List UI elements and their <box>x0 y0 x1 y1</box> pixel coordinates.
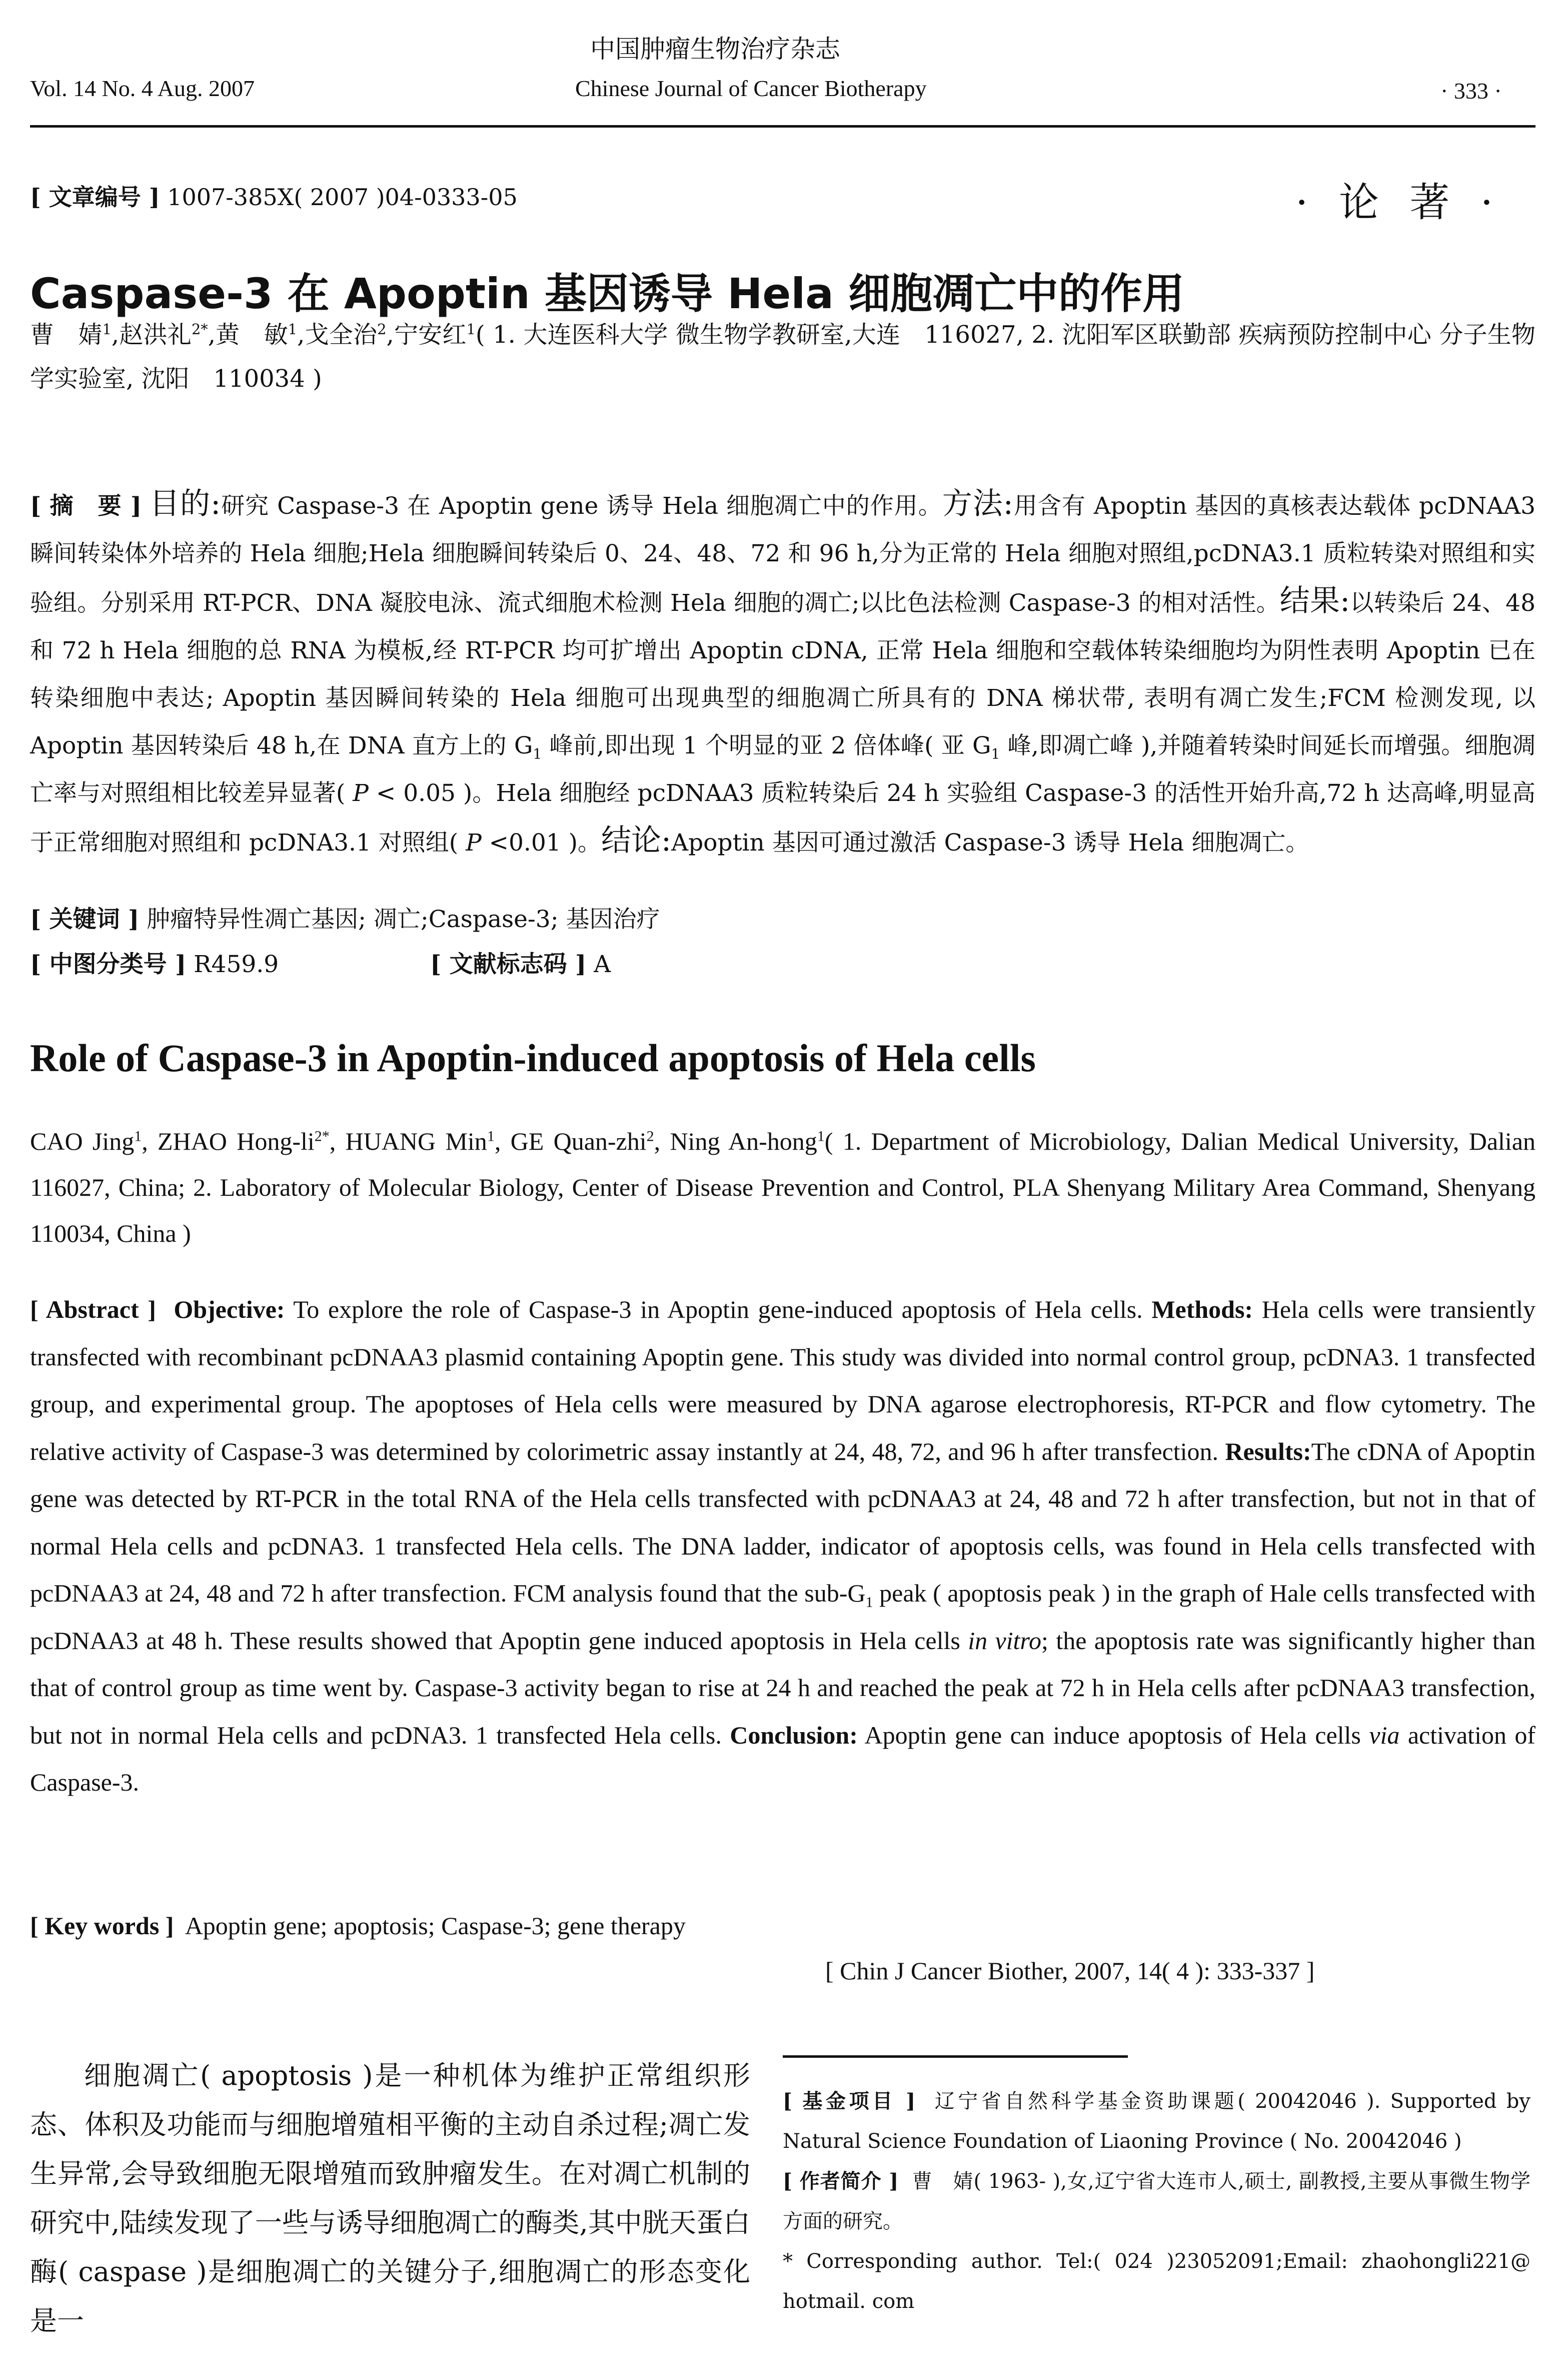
author-name: HUANG Min <box>345 1127 487 1155</box>
keywords-en-value: Apoptin gene; apoptosis; Caspase-3; gene therapy <box>185 1912 686 1940</box>
classification-number <box>30 946 279 979</box>
results-text: 峰前,即出现 1 个明显的亚 2 倍体峰( 亚 G <box>542 732 991 759</box>
keywords-cn-label: [ 关键词 ] <box>30 906 140 933</box>
abstract-en <box>30 1286 1535 1806</box>
classification-value: R459.9 <box>194 951 279 978</box>
title-en: Role of Caspase-3 in Apoptin-induced apoptosis of Hela cells <box>30 1036 1036 1080</box>
article-number-value: 1007-385X( 2007 )04-0333-05 <box>167 184 518 211</box>
objective-label-en: Objective: <box>174 1295 285 1323</box>
objective-text-en: To explore the role of Caspase-3 in Apoptin gene-induced apoptosis of Hela cells. <box>285 1295 1152 1323</box>
objective-label: 目的: <box>150 486 221 521</box>
citation: [ Chin J Cancer Biother, 2007, 14( 4 ): 333-337 ] <box>825 1957 1315 1985</box>
header-rule <box>30 125 1535 128</box>
results-text-en: The cDNA of Apoptin gene was detected by RT-PCR in the total RNA of the Hela cells transfected with pcDNAA3 at 24, 48 and 72 h after transfection, but not in that of normal Hela cells and pcDNA3. 1 transfected Hela cells. The DNA ladder, indicator of apoptosis cells, was found in Hela cells transfected with pcDNAA3 at 24, 48 and 72 h after transfection. FCM analysis found that the sub-G <box>30 1437 1535 1607</box>
article-number <box>30 179 518 212</box>
abstract-cn <box>30 480 1535 867</box>
affiliation-en: ( 1. Department of Microbiology, Dalian Medical University, Dalian 116027, China; 2. Laboratory of Molecular Biology, Center of Disease Prevention and Control, PLA Shenyang Military Area Command, Shenyang 110034, China ) <box>30 1127 1535 1247</box>
author-name: 宁安红 <box>394 321 467 349</box>
methods-label-en: Methods: <box>1151 1295 1253 1323</box>
methods-text: 用含有 Apoptin 基因的真核表达载体 pcDNAA3 瞬间转染体外培养的 Hela 细胞;Hela 细胞瞬间转染后 0、24、48、72 和 96 h,分为正常的 Hela 细胞对照组,pcDNA3.1 质粒转染对照组和实验组。分别采用 RT-PCR、DNA 凝胶电泳、流式细胞术检测 Hela 细胞的凋亡;以比色法检测 Caspase-3 的相对活性。 <box>30 492 1536 617</box>
page-number: · 333 · <box>1440 78 1502 104</box>
results-label-en: Results: <box>1225 1437 1311 1465</box>
via-term: via <box>1369 1721 1400 1749</box>
author-sup: 2 <box>377 321 387 338</box>
funding-text: 辽宁省自然科学基金资助课题( 20042046 ). Supported by Natural Science Foundation of Liaoning Province ( No. 20042046 ) <box>783 2090 1530 2153</box>
results-text-en: ; the apoptosis rate was significantly higher than that of control group as time went by. Caspase-3 activity began to rise at 24 h and reached the peak at 72 h in Hela cells after pcDNAA3 transfection, but not in normal Hela cells and pcDNA3. 1 transfected Hela cells. <box>30 1626 1535 1749</box>
author-sup: 2* <box>314 1128 330 1145</box>
results-text: 峰,即凋亡峰 ),并随着转染时间延长而增强。细胞凋亡率与对照组相比较差异显著( <box>30 732 1535 807</box>
objective-text: 研究 Caspase-3 在 Apoptin gene 诱导 Hela 细胞凋亡中的作用。 <box>221 492 942 520</box>
methods-label: 方法: <box>942 486 1013 521</box>
p-symbol: P <box>353 779 369 807</box>
abstract-cn-label: [ 摘 要 ] <box>30 492 142 520</box>
author-sup: 1 <box>466 321 476 338</box>
journal-name-en: Chinese Journal of Cancer Biotherapy <box>575 76 927 101</box>
author-name: 黄 敏 <box>215 321 288 349</box>
conclusion-label: 结论: <box>601 823 672 858</box>
author-name: 戈全治 <box>305 321 378 349</box>
results-label: 结果: <box>1279 583 1350 618</box>
affiliation-cn: ( 1. 大连医科大学 微生物学教研室,大连 116027, 2. 沈阳军区联勤部 疾病预防控制中心 分子生物学实验室, 沈阳 110034 ) <box>30 321 1535 393</box>
author-sup: 1 <box>288 321 298 338</box>
keywords-cn <box>30 901 660 934</box>
methods-text-en: Hela cells were transiently transfected with recombinant pcDNAA3 plasmid containing Apoptin gene. This study was divided into normal control group, pcDNA3. 1 transfected group, and experimental group. The apoptoses of Hela cells were measured by DNA agarose electrophoresis, RT-PCR and flow cytometry. The relative activity of Caspase-3 was determined by colorimetric assay instantly at 24, 48, 72, and 96 h after transfection. <box>30 1295 1535 1465</box>
document-code-value: A <box>594 951 611 978</box>
author-sup: 1 <box>134 1128 142 1145</box>
author-bio-note <box>783 2161 1530 2241</box>
author-name: CAO Jing <box>30 1127 135 1155</box>
results-text-en: peak ( apoptosis peak ) in the graph of Hale cells transfected with pcDNAA3 at 48 h. These results showed that Apoptin gene induced apoptosis in Hela cells <box>30 1579 1535 1655</box>
results-text: 以转染后 24、48 和 72 h Hela 细胞的总 RNA 为模板,经 RT-PCR 均可扩增出 Apoptin cDNA, 正常 Hela 细胞和空载体转染细胞均为阴性表明 Apoptin 已在转染细胞中表达; Apoptin 基因瞬间转染的 Hela 细胞可出现典型的细胞凋亡所具有的 DNA 梯状带, 表明有凋亡发生;FCM 检测发现, 以 Apoptin 基因转染后 48 h,在 DNA 直方上的 G <box>30 589 1535 759</box>
in-vitro-term: in vitro <box>968 1626 1042 1655</box>
funding-label: [ 基金项目 ] <box>783 2089 916 2113</box>
document-code-label: [ 文献标志码 ] <box>430 951 587 978</box>
conclusion-label-en: Conclusion: <box>730 1721 858 1749</box>
conclusion-text-en: Apoptin gene can induce apoptosis of Hela cells <box>857 1721 1369 1749</box>
footnote-rule <box>783 2055 1128 2058</box>
article-number-label: [ 文章编号 ] <box>30 184 160 211</box>
results-text: < 0.05 )。Hela 细胞经 pcDNAA3 质粒转染后 24 h 实验组 Caspase-3 的活性开始升高,72 h 达高峰,明显高于正常细胞对照组和 pcDNA3.1 对照组( <box>30 779 1535 857</box>
keywords-en <box>30 1911 686 1940</box>
keywords-cn-value: 肿瘤特异性凋亡基因; 凋亡;Caspase-3; 基因治疗 <box>147 906 660 933</box>
corresponding-note: * Corresponding author. Tel:( 024 )23052091;Email: zhaohongli221@ hotmail. com <box>783 2250 1530 2313</box>
results-text: <0.01 )。 <box>481 829 601 857</box>
author-name: ZHAO Hong-li <box>158 1127 315 1155</box>
author-name: GE Quan-zhi <box>510 1127 647 1155</box>
author-bio-text: 曹 婧( 1963- ),女,辽宁省大连市人,硕士, 副教授,主要从事微生物学方面的研究。 <box>783 2170 1530 2233</box>
author-name: Ning An-hong <box>670 1127 817 1155</box>
author-sup: 1 <box>102 321 112 338</box>
document-code <box>430 946 611 979</box>
title-cn: Caspase-3 在 Apoptin 基因诱导 Hela 细胞凋亡中的作用 <box>30 269 1185 318</box>
keywords-en-label: [ Key words ] <box>30 1912 174 1940</box>
body-intro-paragraph: 细胞凋亡( apoptosis )是一种机体为维护正常组织形态、体积及功能而与细胞增殖相平衡的主动自杀过程;凋亡发生异常,会导致细胞无限增殖而致肿瘤发生。在对凋亡机制的研究中,陆续发现了一些与诱导细胞凋亡的酶类,其中胱天蛋白酶( caspase )是细胞凋亡的关键分子,细胞凋亡的形态变化是一 <box>30 2060 750 2336</box>
authors-en: CAO Jing$^1$, ZHAO Hong-$li^{2*}$, HUANG Min$^1$, GE Quan-zhi$^2$, Ning An-hong$^1$( 1. Department of Microbiology, Dalian Medical University, Dalian 116027, China; 2. Laboratory of Molecular Biology, Center of Disease Prevention and Control, PLA Shenyang Military Area Command, Shenyang 110034, China ) <box>30 1127 1535 1247</box>
author-name: 曹 婧 <box>30 321 103 349</box>
author-sup: 1 <box>817 1128 825 1145</box>
column-tag: · 论 著 · <box>1295 179 1502 226</box>
volume-issue: Vol. 14 No. 4 Aug. 2007 <box>30 76 255 101</box>
subscript: 1 <box>991 745 1000 762</box>
funding-note <box>783 2081 1530 2161</box>
author-sup: 2 <box>646 1128 654 1145</box>
author-bio-label: [ 作者简介 ] <box>783 2169 899 2193</box>
subscript: 1 <box>533 745 542 762</box>
footnotes <box>783 2081 1530 2321</box>
subscript: 1 <box>865 1594 873 1611</box>
conclusion-text: Apoptin 基因可通过激活 Caspase-3 诱导 Hela 细胞凋亡。 <box>671 829 1309 857</box>
p-symbol: P <box>466 829 482 857</box>
conclusion-text-en: activation of Caspase-3. <box>30 1721 1536 1796</box>
journal-name-cn: 中国肿瘤生物治疗杂志 <box>590 35 840 64</box>
classification-label: [ 中图分类号 ] <box>30 951 187 978</box>
author-sup: 2* <box>191 321 208 338</box>
abstract-en-label: [ Abstract ] <box>30 1295 156 1323</box>
authors-cn: 曹 婧$^1$,赵洪礼$^{2*}$,黄 敏$^1$,戈全治$^2$,宁安红$^1$( 1. 大连医科大学 微生物学教研室,大连 116027, 2. 沈阳军区联勤部 疾病预防控制中心 分子生物学实验室, 沈阳 110034 ) <box>30 321 1535 393</box>
author-sup: 1 <box>487 1128 495 1145</box>
author-name: 赵洪礼 <box>119 321 192 349</box>
